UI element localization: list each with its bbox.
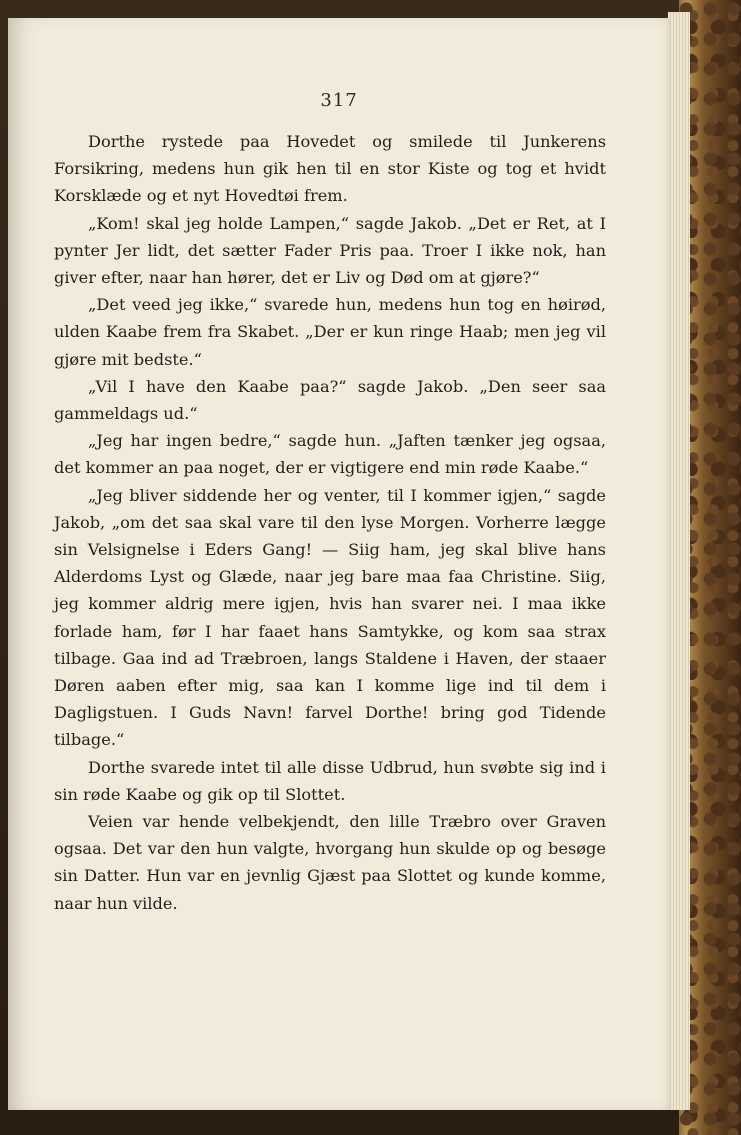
paragraph: „Jeg bliver siddende her og venter, til I kommer igjen,“ sagde Jakob, „om det saa skal vare til den lyse Morgen. Vorherre lægge sin Velsignelse i Eders Gang! — Siig ham, jeg skal blive hans Alderdoms Lyst og Glæde, naar jeg bare maa faa Christine. Siig, jeg kommer aldrig mere igjen, hvis han svarer nei. I maa ikke forlade ham, før I har faaet hans Samtykke, og kom saa strax tilbage. Gaa ind ad Træbroen, langs Staldene i Haven, der staaer Døren aaben efter mig, saa kan I komme lige ind til dem i Dagligstuen. I Guds Navn! farvel Dorthe! bring god Tidende tilbage.“ bbox=[54, 485, 606, 750]
page-stack-edge bbox=[668, 12, 690, 1110]
paragraph: Dorthe svarede intet til alle disse Udbrud, hun svøbte sig ind i sin røde Kaabe og gik op til Slottet. bbox=[54, 757, 606, 804]
paragraph: „Vil I have den Kaabe paa?“ sagde Jakob. „Den seer saa gammeldags ud.“ bbox=[54, 376, 606, 424]
paragraph: „Det veed jeg ikke,“ svarede hun, medens hun tog en høirød, ulden Kaabe frem fra Skabet. „Der er kun ringe Haab; men jeg vil gjøre mit bedste.“ bbox=[54, 295, 606, 369]
page-text bbox=[54, 128, 606, 917]
paragraph: Veien var hende velbekjendt, den lille Træbro over Graven ogsaa. Det var den hun valgte, hvorgang hun skulde op og besøge sin Datter. Hun var en jevnlig Gjæst paa Slottet og kunde komme, naar hun vilde. bbox=[54, 812, 606, 913]
page-number: 317 bbox=[320, 90, 358, 111]
book-page bbox=[8, 18, 670, 1110]
paragraph: Dorthe rystede paa Hovedet og smilede til Junkerens Forsikring, medens hun gik hen til en stor Kiste og tog et hvidt Korsklæde og et nyt Hovedtøi frem. bbox=[54, 132, 606, 206]
paragraph: „Jeg har ingen bedre,“ sagde hun. „Jaften tænker jeg ogsaa, det kommer an paa noget, der er vigtigere end min røde Kaabe.“ bbox=[54, 431, 606, 478]
paragraph: „Kom! skal jeg holde Lampen,“ sagde Jakob. „Det er Ret, at I pynter Jer lidt, det sætter Fader Pris paa. Troer I ikke nok, han giver efter, naar han hører, det er Liv og Død om at gjøre?“ bbox=[54, 213, 606, 288]
